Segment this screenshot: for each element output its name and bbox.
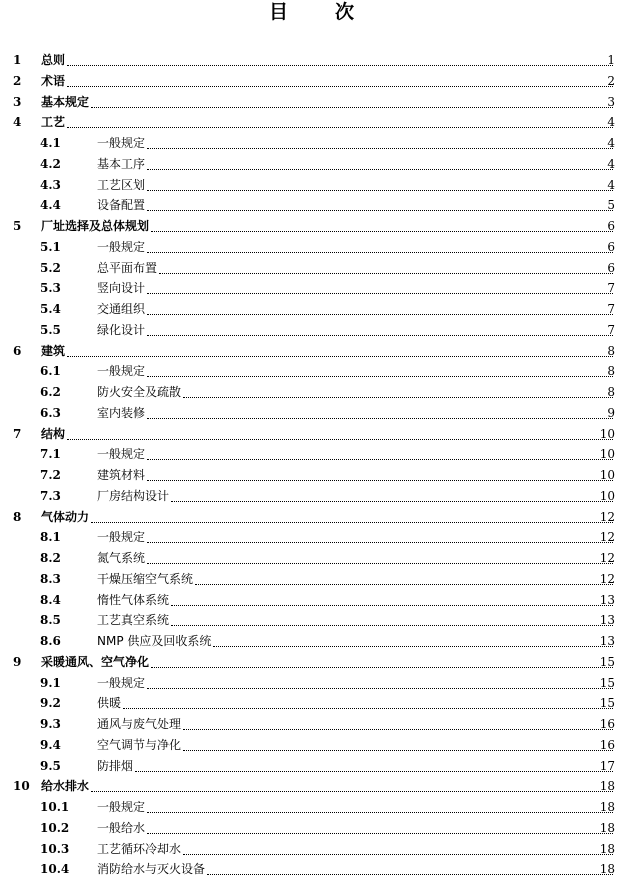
toc-section-entry[interactable] bbox=[0, 403, 637, 424]
toc-entry-title: 厂房结构设计 bbox=[97, 488, 170, 503]
toc-dot-leader bbox=[91, 107, 613, 108]
toc-entry-title-line bbox=[97, 278, 615, 299]
toc-page-number: 5 bbox=[607, 198, 615, 213]
toc-entry-title-line bbox=[97, 631, 615, 652]
toc-entry-title-line bbox=[41, 216, 615, 237]
toc-section-entry[interactable] bbox=[0, 237, 637, 258]
toc-entry-number: 4 bbox=[13, 115, 22, 130]
toc-entry-title-line bbox=[41, 341, 615, 362]
toc-section-entry[interactable] bbox=[0, 175, 637, 196]
toc-entry-title: 工艺 bbox=[41, 115, 66, 130]
toc-entry-number: 10.2 bbox=[40, 820, 70, 835]
toc-entry-title-line bbox=[97, 756, 615, 777]
toc-entry-title-line bbox=[97, 133, 615, 154]
toc-page-number: 18 bbox=[599, 820, 615, 835]
toc-page-number: 4 bbox=[607, 156, 615, 171]
toc-entry-number: 8.3 bbox=[40, 571, 61, 586]
toc-section-entry[interactable] bbox=[0, 382, 637, 403]
toc-entry-title: 设备配置 bbox=[97, 198, 146, 213]
toc-chapter-entry[interactable] bbox=[0, 424, 637, 445]
toc-section-entry[interactable] bbox=[0, 548, 637, 569]
toc-dot-leader bbox=[147, 252, 613, 253]
toc-chapter-entry[interactable] bbox=[0, 50, 637, 71]
toc-entry-number: 9.2 bbox=[40, 696, 61, 711]
toc-entry-number: 7 bbox=[13, 426, 22, 441]
toc-entry-title-line bbox=[97, 258, 615, 279]
toc-page-number: 9 bbox=[607, 405, 615, 420]
toc-entry-title-line bbox=[97, 859, 615, 880]
toc-entry-title: 供暖 bbox=[97, 696, 122, 711]
toc-section-entry[interactable] bbox=[0, 714, 637, 735]
toc-entry-number: 5 bbox=[13, 219, 22, 233]
toc-section-entry[interactable] bbox=[0, 320, 637, 341]
toc-dot-leader bbox=[91, 522, 613, 523]
toc-dot-leader bbox=[147, 335, 613, 336]
toc-entry-number: 5.1 bbox=[40, 239, 61, 254]
toc-section-entry[interactable] bbox=[0, 154, 637, 175]
toc-entry-title-line bbox=[41, 92, 615, 113]
toc-entry-title-line bbox=[41, 652, 615, 673]
toc-entry-number: 4.2 bbox=[40, 156, 61, 171]
toc-page-number: 7 bbox=[607, 322, 615, 337]
toc-page-number: 8 bbox=[607, 385, 615, 399]
toc-entry-title-line bbox=[97, 382, 615, 403]
toc-dot-leader bbox=[147, 169, 613, 170]
toc-dot-leader bbox=[147, 542, 613, 543]
toc-entry-title: 一般给水 bbox=[97, 820, 146, 835]
toc-entry-title-line bbox=[97, 154, 615, 175]
toc-dot-leader bbox=[183, 729, 613, 730]
toc-entry-number: 10 bbox=[13, 779, 30, 794]
toc-entry-title-line bbox=[41, 424, 615, 445]
toc-entry-title: 工艺区划 bbox=[97, 177, 146, 192]
toc-entry-number: 5.5 bbox=[40, 322, 61, 337]
toc-chapter-entry[interactable] bbox=[0, 507, 637, 528]
toc-entry-number: 5.3 bbox=[40, 281, 61, 296]
toc-page-number: 10 bbox=[599, 447, 615, 462]
toc-entry-title: 防排烟 bbox=[97, 758, 134, 773]
toc-dot-leader bbox=[67, 356, 613, 357]
toc-entry-title: 基本规定 bbox=[41, 94, 90, 109]
toc-dot-leader bbox=[67, 86, 613, 87]
toc-page-number: 4 bbox=[607, 136, 615, 150]
toc-section-entry[interactable] bbox=[0, 444, 637, 465]
toc-page-number: 16 bbox=[599, 717, 615, 731]
toc-page-number: 18 bbox=[599, 841, 615, 856]
toc-dot-leader bbox=[147, 314, 613, 315]
toc-entry-title: 采暖通风、空气净化 bbox=[41, 654, 150, 669]
toc-page-number: 17 bbox=[599, 758, 615, 773]
toc-entry-title: 一般规定 bbox=[97, 530, 146, 545]
toc-entry-title: 干燥压缩空气系统 bbox=[97, 571, 194, 586]
toc-dot-leader bbox=[147, 376, 613, 377]
toc-entry-title: 室内装修 bbox=[97, 405, 146, 420]
toc-entry-number: 7.1 bbox=[40, 447, 61, 462]
toc-page-number: 3 bbox=[607, 94, 615, 109]
toc-page-number: 6 bbox=[607, 239, 615, 254]
toc-entry-title: 通风与废气处理 bbox=[97, 717, 182, 731]
toc-dot-leader bbox=[171, 625, 613, 626]
toc-dot-leader bbox=[171, 501, 613, 502]
toc-section-entry[interactable] bbox=[0, 361, 637, 382]
toc-section-entry[interactable] bbox=[0, 527, 637, 548]
toc-dot-leader bbox=[91, 791, 613, 792]
toc-entry-title: 空气调节与净化 bbox=[97, 737, 182, 752]
toc-entry-number: 9 bbox=[13, 654, 22, 669]
toc-page-number: 12 bbox=[599, 509, 615, 524]
toc-entry-title-line bbox=[97, 195, 615, 216]
toc-entry-title: 术语 bbox=[41, 73, 66, 88]
toc-entry-title: 防火安全及疏散 bbox=[97, 385, 182, 399]
toc-page-number: 6 bbox=[607, 260, 615, 275]
toc-page-number: 18 bbox=[599, 862, 615, 877]
toc-entry-title: 建筑 bbox=[41, 343, 66, 358]
toc-entry-number: 10.4 bbox=[40, 862, 70, 877]
toc-entry-number: 4.4 bbox=[40, 198, 61, 213]
toc-entry-number: 8.5 bbox=[40, 613, 61, 628]
toc-dot-leader bbox=[195, 584, 613, 585]
toc-section-entry[interactable] bbox=[0, 631, 637, 652]
toc-chapter-entry[interactable] bbox=[0, 112, 637, 133]
toc-dot-leader bbox=[147, 459, 613, 460]
toc-page-number: 12 bbox=[599, 530, 615, 545]
toc-page-number: 18 bbox=[599, 800, 615, 814]
toc-page-number: 13 bbox=[599, 592, 615, 607]
toc-entry-number: 6.2 bbox=[40, 385, 61, 399]
toc-entry-title: 绿化设计 bbox=[97, 322, 146, 337]
toc-dot-leader bbox=[147, 210, 613, 211]
toc-section-entry[interactable] bbox=[0, 569, 637, 590]
toc-entry-title: 气体动力 bbox=[41, 509, 90, 524]
toc-entry-number: 6.3 bbox=[40, 405, 61, 420]
toc-entry-number: 1 bbox=[13, 53, 22, 67]
toc-entry-number: 7.2 bbox=[40, 468, 61, 482]
toc-entry-number: 10.3 bbox=[40, 841, 70, 856]
toc-entry-title: 工艺真空系统 bbox=[97, 613, 170, 628]
toc-entry-number: 6 bbox=[13, 343, 22, 358]
toc-entry-title-line bbox=[97, 527, 615, 548]
toc-page-number: 10 bbox=[599, 488, 615, 503]
toc-entry-title-line bbox=[41, 50, 615, 71]
toc-page-number: 13 bbox=[599, 613, 615, 628]
toc-entry-number: 6.1 bbox=[40, 364, 61, 379]
toc-entry-title-line bbox=[97, 693, 615, 714]
toc-entry-title-line bbox=[97, 569, 615, 590]
toc-entry-title: NMP 供应及回收系统 bbox=[97, 634, 212, 648]
toc-entry-title-line bbox=[97, 590, 615, 611]
toc-entry-title-line bbox=[97, 548, 615, 569]
toc-chapter-entry[interactable] bbox=[0, 776, 637, 797]
toc-dot-leader bbox=[147, 293, 613, 294]
toc-entry-title-line bbox=[97, 465, 615, 486]
toc-chapter-entry[interactable] bbox=[0, 92, 637, 113]
toc-section-entry[interactable] bbox=[0, 258, 637, 279]
toc-entry-title: 建筑材料 bbox=[97, 468, 146, 482]
toc-dot-leader bbox=[183, 854, 613, 855]
toc-dot-leader bbox=[171, 605, 613, 606]
toc-section-entry[interactable] bbox=[0, 839, 637, 860]
toc-chapter-entry[interactable] bbox=[0, 216, 637, 237]
toc-entry-number: 9.1 bbox=[40, 675, 61, 690]
toc-entry-number: 4.1 bbox=[40, 136, 61, 150]
toc-entry-number: 10.1 bbox=[40, 800, 70, 814]
toc-entry-title: 基本工序 bbox=[97, 156, 146, 171]
toc-entry-title: 一般规定 bbox=[97, 675, 146, 690]
toc-section-entry[interactable] bbox=[0, 486, 637, 507]
toc-dot-leader bbox=[147, 148, 613, 149]
toc-entry-title: 厂址选择及总体规划 bbox=[41, 219, 150, 233]
toc-page-number: 13 bbox=[599, 634, 615, 648]
toc-entry-number: 8.1 bbox=[40, 530, 61, 545]
toc-entry-number: 3 bbox=[13, 94, 22, 109]
toc-page-number: 15 bbox=[599, 675, 615, 690]
toc-entry-title-line bbox=[97, 237, 615, 258]
toc-chapter-entry[interactable] bbox=[0, 71, 637, 92]
toc-page-number: 7 bbox=[607, 281, 615, 296]
toc-section-entry[interactable] bbox=[0, 818, 637, 839]
toc-entry-title-line bbox=[97, 444, 615, 465]
toc-dot-leader bbox=[183, 397, 613, 398]
toc-entry-number: 4.3 bbox=[40, 177, 61, 192]
toc-page-number: 15 bbox=[599, 696, 615, 711]
toc-entry-title-line bbox=[41, 71, 615, 92]
toc-entry-title-line bbox=[41, 507, 615, 528]
toc-entry-number: 5.2 bbox=[40, 260, 61, 275]
toc-entry-title-line bbox=[97, 320, 615, 341]
toc-entry-title: 给水排水 bbox=[41, 779, 90, 794]
toc-page-number: 1 bbox=[607, 53, 615, 67]
toc-page-number: 10 bbox=[599, 468, 615, 482]
toc-entry-title-line bbox=[97, 839, 615, 860]
toc-entry-number: 9.3 bbox=[40, 717, 61, 731]
toc-entry-title: 交通组织 bbox=[97, 302, 146, 316]
toc-entry-title-line bbox=[97, 175, 615, 196]
toc-entry-title-line bbox=[97, 403, 615, 424]
toc-page-number: 4 bbox=[607, 115, 615, 130]
toc-entry-title: 消防给水与灭火设备 bbox=[97, 862, 206, 877]
toc-dot-leader bbox=[123, 708, 613, 709]
toc-entry-title: 工艺循环冷却水 bbox=[97, 841, 182, 856]
toc-page-number: 6 bbox=[607, 219, 615, 233]
toc-entry-number: 8.4 bbox=[40, 592, 61, 607]
toc-section-entry[interactable] bbox=[0, 673, 637, 694]
toc-dot-leader bbox=[151, 667, 613, 668]
toc-section-entry[interactable] bbox=[0, 133, 637, 154]
toc-chapter-entry[interactable] bbox=[0, 341, 637, 362]
toc-dot-leader bbox=[207, 874, 613, 875]
toc-entry-title: 惰性气体系统 bbox=[97, 592, 170, 607]
page-title: 目 次 bbox=[268, 1, 368, 23]
toc-dot-leader bbox=[67, 439, 613, 440]
toc-entry-title: 一般规定 bbox=[97, 136, 146, 150]
toc-page-number: 8 bbox=[607, 343, 615, 358]
toc-entry-title-line bbox=[41, 776, 615, 797]
toc-page-number: 12 bbox=[599, 551, 615, 565]
toc-page-number: 2 bbox=[607, 73, 615, 88]
toc-page-number: 10 bbox=[599, 426, 615, 441]
toc-entry-title-line bbox=[97, 714, 615, 735]
toc-entry-number: 8.2 bbox=[40, 551, 61, 565]
toc-dot-leader bbox=[213, 646, 613, 647]
toc-dot-leader bbox=[147, 833, 613, 834]
toc-section-entry[interactable] bbox=[0, 797, 637, 818]
toc-entry-title-line bbox=[97, 673, 615, 694]
toc-entry-title-line bbox=[97, 818, 615, 839]
toc-entry-title: 氮气系统 bbox=[97, 551, 146, 565]
toc-entry-number: 8.6 bbox=[40, 634, 61, 648]
toc-entry-title-line bbox=[97, 735, 615, 756]
toc-entry-title-line bbox=[97, 610, 615, 631]
toc-entry-title-line bbox=[97, 361, 615, 382]
toc-section-entry[interactable] bbox=[0, 756, 637, 777]
toc-page-number: 8 bbox=[607, 364, 615, 379]
toc-entry-title: 一般规定 bbox=[97, 364, 146, 379]
toc-entry-title: 竖向设计 bbox=[97, 281, 146, 296]
toc-dot-leader bbox=[147, 563, 613, 564]
toc-dot-leader bbox=[147, 480, 613, 481]
toc-section-entry[interactable] bbox=[0, 299, 637, 320]
toc-dot-leader bbox=[135, 771, 613, 772]
toc-dot-leader bbox=[67, 127, 613, 128]
toc-entry-number: 2 bbox=[13, 73, 22, 88]
toc-section-entry[interactable] bbox=[0, 693, 637, 714]
toc-page-number: 12 bbox=[599, 571, 615, 586]
toc-dot-leader bbox=[147, 688, 613, 689]
toc-page-number: 16 bbox=[599, 737, 615, 752]
toc-entry-title-line bbox=[97, 486, 615, 507]
toc-dot-leader bbox=[159, 273, 613, 274]
toc-section-entry[interactable] bbox=[0, 859, 637, 880]
toc-entry-title-line bbox=[97, 797, 615, 818]
toc-section-entry[interactable] bbox=[0, 735, 637, 756]
toc-section-entry[interactable] bbox=[0, 590, 637, 611]
toc-section-entry[interactable] bbox=[0, 195, 637, 216]
toc-section-entry[interactable] bbox=[0, 465, 637, 486]
toc-dot-leader bbox=[147, 812, 613, 813]
toc-section-entry[interactable] bbox=[0, 610, 637, 631]
toc-entry-title: 结构 bbox=[41, 426, 66, 441]
toc-chapter-entry[interactable] bbox=[0, 652, 637, 673]
toc-entry-number: 7.3 bbox=[40, 488, 61, 503]
toc-section-entry[interactable] bbox=[0, 278, 637, 299]
toc-entry-title: 总则 bbox=[41, 53, 66, 67]
toc-dot-leader bbox=[147, 190, 613, 191]
toc-entry-title: 一般规定 bbox=[97, 800, 146, 814]
toc-page-number: 4 bbox=[607, 177, 615, 192]
toc-page-number: 18 bbox=[599, 779, 615, 794]
toc-dot-leader bbox=[183, 750, 613, 751]
toc-entry-number: 8 bbox=[13, 509, 22, 524]
toc-dot-leader bbox=[147, 418, 613, 419]
toc-entry-number: 9.5 bbox=[40, 758, 61, 773]
toc-dot-leader bbox=[151, 231, 613, 232]
toc-entry-number: 9.4 bbox=[40, 737, 61, 752]
toc-dot-leader bbox=[67, 65, 613, 66]
toc-page-number: 7 bbox=[607, 302, 615, 316]
toc-entry-title-line bbox=[97, 299, 615, 320]
toc-entry-number: 5.4 bbox=[40, 302, 61, 316]
toc-entry-title: 一般规定 bbox=[97, 447, 146, 462]
toc-entry-title: 一般规定 bbox=[97, 239, 146, 254]
toc-entry-title-line bbox=[41, 112, 615, 133]
toc-page-number: 15 bbox=[599, 654, 615, 669]
toc-entry-title: 总平面布置 bbox=[97, 260, 158, 275]
